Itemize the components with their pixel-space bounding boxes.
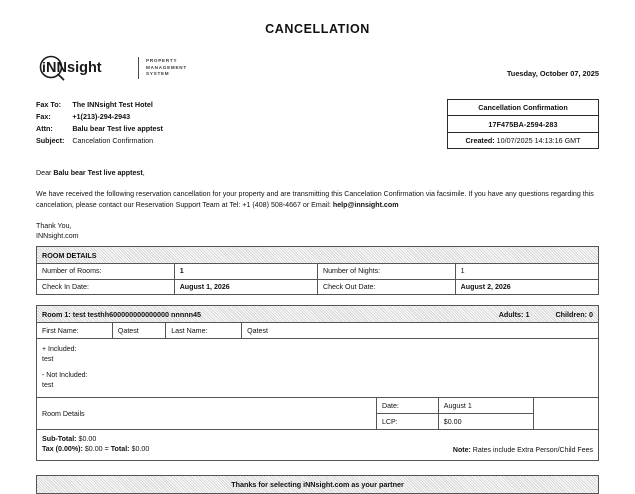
- subtotal-line: [42, 434, 149, 445]
- fax-to-row: [36, 98, 163, 110]
- svg-text:NN: NN: [46, 60, 67, 76]
- check-in-date-value: August 1, 2026: [174, 279, 317, 295]
- room-adults-label: Adults:: [498, 309, 524, 319]
- totals-row: [37, 429, 599, 460]
- number-of-rooms-label: Number of Rooms:: [37, 263, 175, 279]
- salutation: [36, 168, 599, 179]
- check-out-date-value: August 2, 2026: [455, 279, 598, 295]
- tax-value: $0.00: [84, 445, 103, 454]
- table-row: [37, 398, 599, 414]
- room-children-label: Children:: [555, 309, 587, 319]
- check-in-date-label: Check In Date:: [37, 279, 175, 295]
- fax-number-value: +1(213)-294-2943: [72, 111, 131, 121]
- letter-paragraph: [36, 189, 599, 211]
- rates-note-label: Note:: [452, 446, 471, 454]
- room-band: [37, 306, 599, 323]
- room-children-value: 0: [589, 309, 593, 319]
- last-name-label: Last Name:: [166, 323, 242, 339]
- letter-paragraph-text: We have received the following reservation cancellation for your property and are transmitting this Cancelation Confirmation via facsimile. If you have any questions regarding this cancelation, please contact our Reservation Support Team at Tel: +1 (408) 508-4667 or Email:: [36, 190, 594, 210]
- total-value: $0.00: [131, 445, 150, 454]
- logo-tagline: [146, 58, 187, 77]
- logo-tagline-line2: MANAGEMENT: [146, 64, 187, 70]
- innsight-wordmark-icon: [36, 55, 134, 81]
- confirmation-box: [447, 99, 599, 149]
- rates-note: [453, 447, 593, 455]
- tax-total-line: [42, 444, 149, 455]
- salutation-suffix: ,: [142, 169, 145, 178]
- signoff: Thank You,: [36, 222, 72, 231]
- fax-subject-value: Cancelation Confirmation: [72, 136, 154, 146]
- total-label: Total:: [110, 445, 130, 454]
- room-table: [36, 305, 599, 461]
- rate-date-value: August 1: [438, 398, 534, 414]
- table-row: [37, 279, 599, 295]
- fax-attn-value: Balu bear Test live apptest: [72, 123, 163, 133]
- logo-tagline-line1: PROPERTY: [146, 58, 178, 64]
- room-details-label: Room Details: [37, 398, 377, 430]
- fax-attn-label: Attn:: [36, 123, 53, 133]
- inclusions-cell: [37, 339, 599, 398]
- room-band-row: [37, 306, 599, 323]
- confirmation-created: [448, 133, 598, 148]
- letter-body: [36, 168, 599, 241]
- last-name-value: Qatest: [242, 323, 599, 339]
- number-of-nights-value: 1: [455, 263, 598, 279]
- table-row: [37, 263, 599, 279]
- number-of-rooms-value: 1: [174, 263, 317, 279]
- room-band-title: Room 1: test testhh600000000000000 nnnnn45: [42, 309, 201, 319]
- fax-details: [36, 98, 163, 147]
- meta-section: [36, 98, 599, 149]
- room-adults-value: 1: [525, 309, 530, 319]
- first-name-label: First Name:: [37, 323, 113, 339]
- page-title: CANCELLATION: [265, 22, 370, 36]
- confirmation-created-label: Created:: [465, 135, 495, 145]
- fax-number-label: Fax:: [36, 111, 51, 121]
- svg-text:sight: sight: [67, 60, 102, 76]
- not-included-value: test: [42, 381, 54, 389]
- innsight-logo: [36, 55, 187, 81]
- signoff-site: INNsight.com: [36, 232, 79, 241]
- room-details-band-title: ROOM DETAILS: [37, 247, 599, 264]
- rates-note-value: Rates include Extra Person/Child Fees: [472, 446, 593, 454]
- inclusions-spacer: [42, 364, 593, 371]
- room-adults: [499, 310, 556, 319]
- totals-cell: [37, 429, 599, 460]
- room-details-band-row: [37, 247, 599, 264]
- table-row: [37, 323, 599, 339]
- room-details-table: [36, 246, 599, 295]
- subtotal-label: Sub-Total:: [42, 434, 77, 443]
- fax-subject-row: [36, 135, 163, 147]
- rate-date-label: Date:: [376, 398, 438, 414]
- fax-attn-row: [36, 122, 163, 134]
- tax-label: Tax (0.00%):: [42, 445, 83, 454]
- rate-empty-cell: [534, 398, 599, 430]
- logo-divider: [138, 57, 139, 79]
- confirmation-title: Cancellation Confirmation: [448, 100, 598, 116]
- logo-tagline-line3: SYSTEM: [146, 71, 170, 77]
- lcp-value: $0.00: [438, 414, 534, 430]
- support-email: help@innsight.com: [332, 201, 399, 210]
- fax-number-row: [36, 110, 163, 122]
- salutation-prefix: Dear: [36, 169, 54, 178]
- fax-subject-label: Subject:: [36, 136, 65, 146]
- totals-left: [42, 434, 149, 455]
- number-of-nights-label: Number of Nights:: [317, 263, 455, 279]
- not-included-label: - Not Included:: [42, 372, 88, 380]
- check-out-date-label: Check Out Date:: [317, 279, 455, 295]
- included-value: test: [42, 355, 54, 363]
- svg-text:i: i: [42, 59, 46, 75]
- lcp-label: LCP:: [376, 414, 438, 430]
- document-header: [36, 55, 599, 81]
- table-row: [37, 339, 599, 398]
- footer-message: Thanks for selecting iNNsight.com as your partner: [36, 475, 599, 494]
- document-date: Tuesday, October 07, 2025: [506, 69, 599, 78]
- fax-to-label: Fax To:: [36, 99, 62, 109]
- fax-to-value: The INNsight Test Hotel: [72, 99, 153, 109]
- confirmation-created-value: 10/07/2025 14:13:16 GMT: [496, 135, 581, 145]
- included-label: + Included:: [42, 346, 77, 354]
- room-children: [555, 310, 593, 319]
- room-block: [36, 305, 599, 461]
- confirmation-code: 17F475BA-2594-283: [448, 116, 598, 132]
- first-name-value: Qatest: [112, 323, 165, 339]
- equals-sign: =: [104, 445, 109, 454]
- salutation-name: Balu bear Test live apptest: [53, 169, 143, 178]
- subtotal-value: $0.00: [78, 434, 97, 443]
